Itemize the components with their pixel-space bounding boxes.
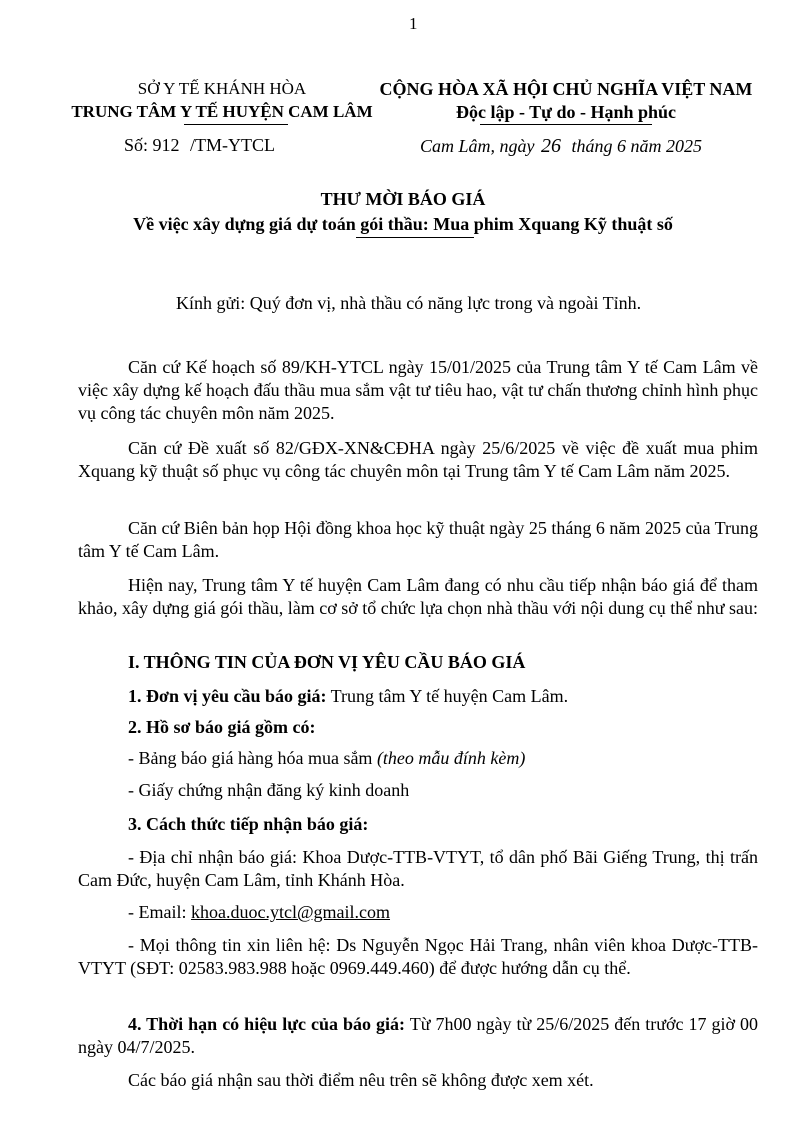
intro-paragraph: Hiện nay, Trung tâm Y tế huyện Cam Lâm đang có nhu cầu tiếp nhận báo giá để tham khảo, xây dựng giá gói thầu, làm cơ sở tổ chức lựa chọn nhà thầu với nội dung cụ thể như sau: xyxy=(78,575,758,618)
closing-note: Các báo giá nhận sau thời điểm nêu trên sẽ không được xem xét. xyxy=(128,1070,594,1090)
document-number xyxy=(124,135,275,156)
basis-paragraph-2: Căn cứ Đề xuất số 82/GĐX-XN&CĐHA ngày 25/6/2025 về việc đề xuất mua phim Xquang kỹ thuật số phục vụ công tác chuyên môn tại Trung tâm Y tế Cam Lâm năm 2025. xyxy=(78,438,758,481)
date-day: 26 xyxy=(541,135,562,157)
agency-underline xyxy=(184,124,288,125)
page-number: 1 xyxy=(409,14,418,33)
item-2-line-1-note: (theo mẫu đính kèm) xyxy=(376,748,526,768)
number-suffix: /TM-YTCL xyxy=(190,135,276,155)
basis-paragraph-3: Căn cứ Biên bản họp Hội đồng khoa học kỹ thuật ngày 25 tháng 6 năm 2025 của Trung tâm Y tế Cam Lâm. xyxy=(78,518,758,561)
item-4-value: Từ 7h00 ngày từ 25/6/2025 đến trước 17 giờ 00 ngày 04/7/2025. xyxy=(78,1014,758,1057)
item-1-label: 1. Đơn vị yêu cầu báo giá: xyxy=(128,686,327,706)
item-3-email-label: - Email: xyxy=(128,902,187,922)
date-prefix: Cam Lâm, ngày xyxy=(420,136,535,156)
document-subtitle: Về việc xây dựng giá dự toán gói thầu: Mua phim Xquang Kỹ thuật số xyxy=(133,214,673,234)
item-2-line-2: - Giấy chứng nhận đăng ký kinh doanh xyxy=(128,780,410,800)
country-name: CỘNG HÒA XÃ HỘI CHỦ NGHĨA VIỆT NAM xyxy=(379,79,753,99)
agency-parent: SỞ Y TẾ KHÁNH HÒA xyxy=(137,79,307,98)
item-3-contact: - Mọi thông tin xin liên hệ: Ds Nguyễn Ngọc Hải Trang, nhân viên khoa Dược-TTB-VTYT (SĐT: 02583.983.988 hoặc 0969.449.460) để được hướng dẫn cụ thể. xyxy=(78,935,758,978)
date-suffix: tháng 6 năm 2025 xyxy=(571,136,703,156)
item-2-line-1 xyxy=(128,748,525,769)
section-1-heading: I. THÔNG TIN CỦA ĐƠN VỊ YÊU CẦU BÁO GIÁ xyxy=(128,652,526,672)
item-2-label: 2. Hồ sơ báo giá gồm có: xyxy=(128,717,316,737)
number-value: 912 xyxy=(152,135,180,155)
motto-underline xyxy=(480,124,652,125)
item-2-line-1-text: - Bảng báo giá hàng hóa mua sắm xyxy=(128,748,373,768)
document-title: THƯ MỜI BÁO GIÁ xyxy=(320,189,486,209)
item-1 xyxy=(128,686,568,707)
subtitle-underline xyxy=(356,237,474,238)
item-4 xyxy=(78,1013,758,1059)
item-4-label: 4. Thời hạn có hiệu lực của báo giá: xyxy=(128,1014,406,1034)
item-3-email-line xyxy=(128,902,390,923)
motto: Độc lập - Tự do - Hạnh phúc xyxy=(455,102,677,122)
item-3-address: - Địa chỉ nhận báo giá: Khoa Dược-TTB-VTYT, tổ dân phố Bãi Giếng Trung, thị trấn Cam Đức, huyện Cam Lâm, tỉnh Khánh Hòa. xyxy=(78,847,758,890)
basis-paragraph-1: Căn cứ Kế hoạch số 89/KH-YTCL ngày 15/01/2025 của Trung tâm Y tế Cam Lâm về việc xây dựng kế hoạch đấu thầu mua sắm vật tư tiêu hao, vật tư chấn thương chỉnh hình phục vụ công tác chuyên môn năm 2025. xyxy=(78,357,758,423)
recipient-line: Kính gửi: Quý đơn vị, nhà thầu có năng lực trong và ngoài Tỉnh. xyxy=(176,293,642,313)
item-1-value: Trung tâm Y tế huyện Cam Lâm. xyxy=(330,686,569,706)
issue-date xyxy=(420,135,702,158)
email-link[interactable]: khoa.duoc.ytcl@gmail.com xyxy=(190,902,391,922)
agency-name: TRUNG TÂM Y TẾ HUYỆN CAM LÂM xyxy=(71,102,373,121)
number-prefix: Số: xyxy=(124,135,149,155)
item-3-label: 3. Cách thức tiếp nhận báo giá: xyxy=(128,814,369,834)
